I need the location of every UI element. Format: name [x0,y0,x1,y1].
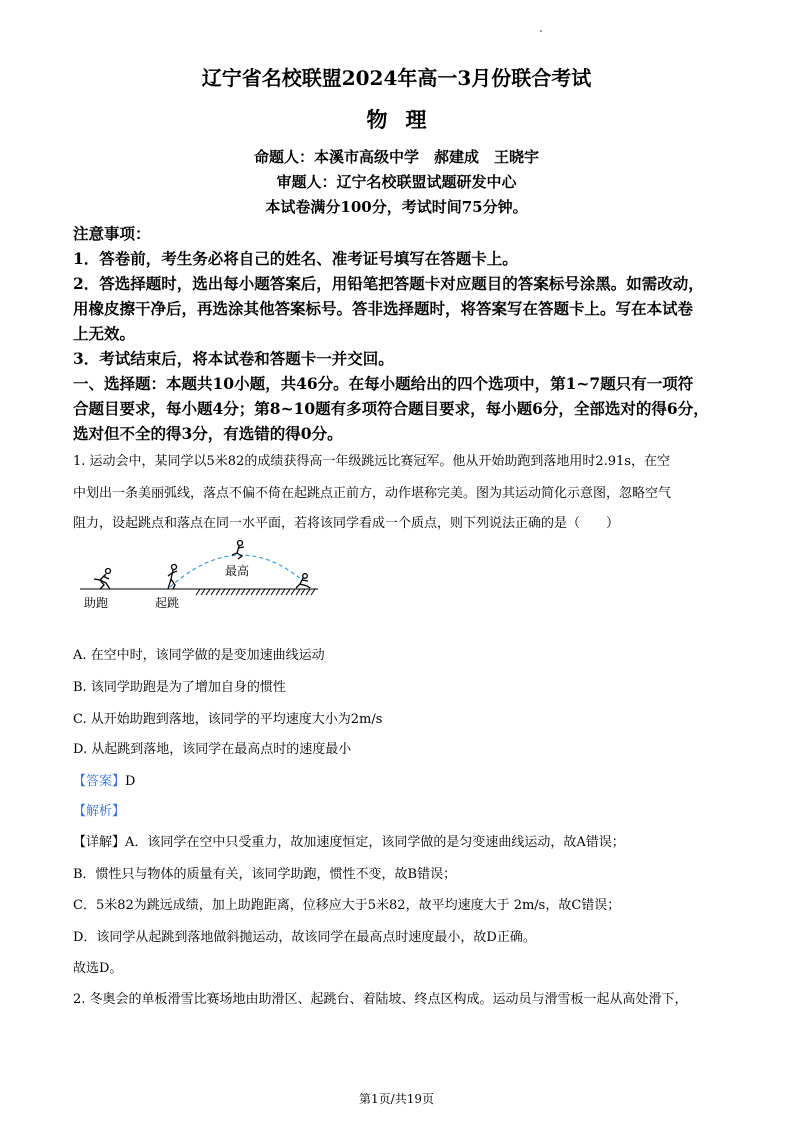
notice-item-2-line-2: 用橡皮擦干净后，再选涂其他答案标号。答非选择题时，将答案写在答题卡上。写在本试卷 [73,299,694,318]
q2-stem-line-1: 2. 冬奥会的单板滑雪比赛场地由助滑区、起跳台、着陆坡、终点区构成。运动员与滑雪板一起从高处滑下， [73,992,688,1007]
q1-detail-a [73,831,625,850]
detail-a-text: A．该同学在空中只受重力，故加速度恒定，该同学做的是匀变速曲线运动，故A错误； [125,835,625,850]
q1-option-a: A. 在空中时，该同学做的是变加速曲线运动 [73,648,325,663]
sand-pit-hatch [196,589,315,595]
section1-line-1: 一、选择题：本题共10小题，共46分。在每小题给出的四个选项中，第1~7题只有一项符 [73,374,694,393]
q1-detail-d: D．该同学从起跳到落地做斜抛运动，故该同学在最高点时速度最小，故D正确。 [73,930,536,945]
page-footer: 第1页/共19页 [359,1092,434,1106]
analysis-tag: 【解析】 [73,804,126,819]
scan-dot [540,30,542,32]
q1-option-c: C. 从开始助跑到落地，该同学的平均速度大小为2m/s [73,712,383,727]
label-top: 最高 [225,564,250,578]
q1-stem-line-2: 中划出一条美丽弧线，落点不偏不倚在起跳点正前方，动作堪称完美。图为其运动简化示意图，忽略空气 [73,486,672,501]
answer-tag: 【答案】 [73,774,126,789]
answer-value: D [125,774,136,789]
section1-line-3: 选对但不全的得3分，有选错的得0分。 [73,424,343,443]
q1-stem-line-3: 阻力，设起跳点和落点在同一水平面，若将该同学看成一个质点，则下列说法正确的是（ ） [73,516,620,531]
notice-item-3: 3．考试结束后，将本试卷和答题卡一并交回。 [73,349,394,368]
notice-item-2-line-1: 2．答选择题时，选出每小题答案后，用铅笔把答题卡对应题目的答案标号涂黑。如需改动， [73,274,704,293]
detail-tag: 【详解】 [73,835,126,850]
peak-figure [232,541,244,560]
score-time-line: 本试卷满分100分，考试时间75分钟。 [265,198,528,216]
long-jump-figure [80,535,325,615]
label-jump: 起跳 [155,596,180,610]
runner-figure [94,569,111,590]
label-run: 助跑 [84,596,109,610]
q1-answer-line [73,770,135,789]
notice-item-1: 1．答卷前，考生务必将自己的姓名、准考证号填写在答题卡上。 [73,249,518,268]
q1-option-b: B. 该同学助跑是为了增加自身的惯性 [73,680,286,695]
subject-title: 物理 [366,107,445,132]
q1-detail-b: B．惯性只与物体的质量有关，该同学助跑，惯性不变，故B错误； [73,867,457,882]
landing-figure [296,574,310,588]
author-line: 命题人：本溪市高级中学 郝建成 王晓宇 [253,148,539,166]
notice-item-2-line-3: 上无效。 [73,324,136,343]
q1-stem-line-1: 1. 运动会中，某同学以5米82的成绩获得高一年级跳远比赛冠军。他从开始助跑到落地用时2.91s，在空 [73,454,670,469]
notice-heading: 注意事项： [73,224,151,243]
section1-line-2: 合题目要求，每小题4分；第8~10题有多项符合题目要求，每小题6分，全部选对的得6分， [73,399,709,418]
q1-option-d: D. 从起跳到落地，该同学在最高点时的速度最小 [73,742,352,757]
exam-title: 辽宁省名校联盟2024年高一3月份联合考试 [201,66,592,90]
q1-conclusion: 故选D。 [73,961,123,976]
reviewer-line: 审题人：辽宁名校联盟试题研发中心 [276,173,517,191]
q1-detail-c: C．5米82为跳远成绩，加上助跑距离，位移应大于5米82，故平均速度大于 2m/s，故C错误； [73,898,621,913]
